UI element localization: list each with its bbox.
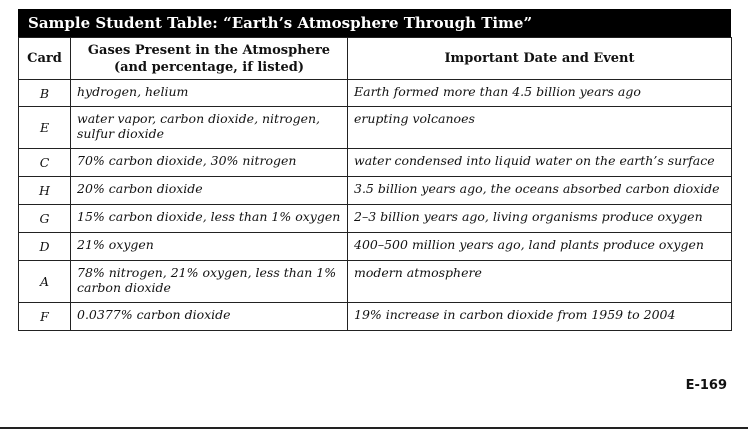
event-cell: modern atmosphere bbox=[348, 261, 732, 303]
event-cell: 19% increase in carbon dioxide from 1959 to 2004 bbox=[348, 303, 732, 331]
gases-cell: 0.0377% carbon dioxide bbox=[71, 303, 348, 331]
gases-cell: water vapor, carbon dioxide, nitrogen, sulfur dioxide bbox=[71, 107, 348, 149]
gases-cell: hydrogen, helium bbox=[71, 80, 348, 107]
table-row bbox=[19, 149, 732, 177]
card-cell: G bbox=[19, 205, 71, 233]
gases-cell: 20% carbon dioxide bbox=[71, 177, 348, 205]
card-cell: B bbox=[19, 80, 71, 107]
card-cell: D bbox=[19, 233, 71, 261]
atmosphere-table bbox=[18, 37, 732, 331]
table-row bbox=[19, 107, 732, 149]
card-cell: C bbox=[19, 149, 71, 177]
column-header-gases bbox=[71, 38, 348, 80]
table-title: Sample Student Table: “Earth’s Atmosphere Through Time” bbox=[18, 9, 731, 37]
table-row bbox=[19, 233, 732, 261]
table-row bbox=[19, 303, 732, 331]
event-cell: 2–3 billion years ago, living organisms produce oxygen bbox=[348, 205, 732, 233]
gases-cell: 70% carbon dioxide, 30% nitrogen bbox=[71, 149, 348, 177]
page-bottom-divider bbox=[0, 427, 748, 429]
event-cell: 400–500 million years ago, land plants produce oxygen bbox=[348, 233, 732, 261]
header-row bbox=[19, 38, 732, 80]
card-cell: E bbox=[19, 107, 71, 149]
card-cell: H bbox=[19, 177, 71, 205]
table-row bbox=[19, 261, 732, 303]
event-cell: 3.5 billion years ago, the oceans absorbed carbon dioxide bbox=[348, 177, 732, 205]
table-row bbox=[19, 80, 732, 107]
event-cell: erupting volcanoes bbox=[348, 107, 732, 149]
gases-cell: 78% nitrogen, 21% oxygen, less than 1% carbon dioxide bbox=[71, 261, 348, 303]
table-row bbox=[19, 205, 732, 233]
atmosphere-table-container bbox=[18, 9, 731, 331]
column-header-event: Important Date and Event bbox=[348, 38, 732, 80]
event-cell: Earth formed more than 4.5 billion years ago bbox=[348, 80, 732, 107]
column-header-card: Card bbox=[19, 38, 71, 80]
card-cell: F bbox=[19, 303, 71, 331]
page-number: E-169 bbox=[685, 378, 727, 393]
gases-cell: 21% oxygen bbox=[71, 233, 348, 261]
table-row bbox=[19, 177, 732, 205]
gases-cell: 15% carbon dioxide, less than 1% oxygen bbox=[71, 205, 348, 233]
column-header-gases-line1: Gases Present in the Atmosphere bbox=[87, 42, 331, 58]
card-cell: A bbox=[19, 261, 71, 303]
column-header-gases-line2: (and percentage, if listed) bbox=[113, 59, 305, 75]
event-cell: water condensed into liquid water on the earth’s surface bbox=[348, 149, 732, 177]
